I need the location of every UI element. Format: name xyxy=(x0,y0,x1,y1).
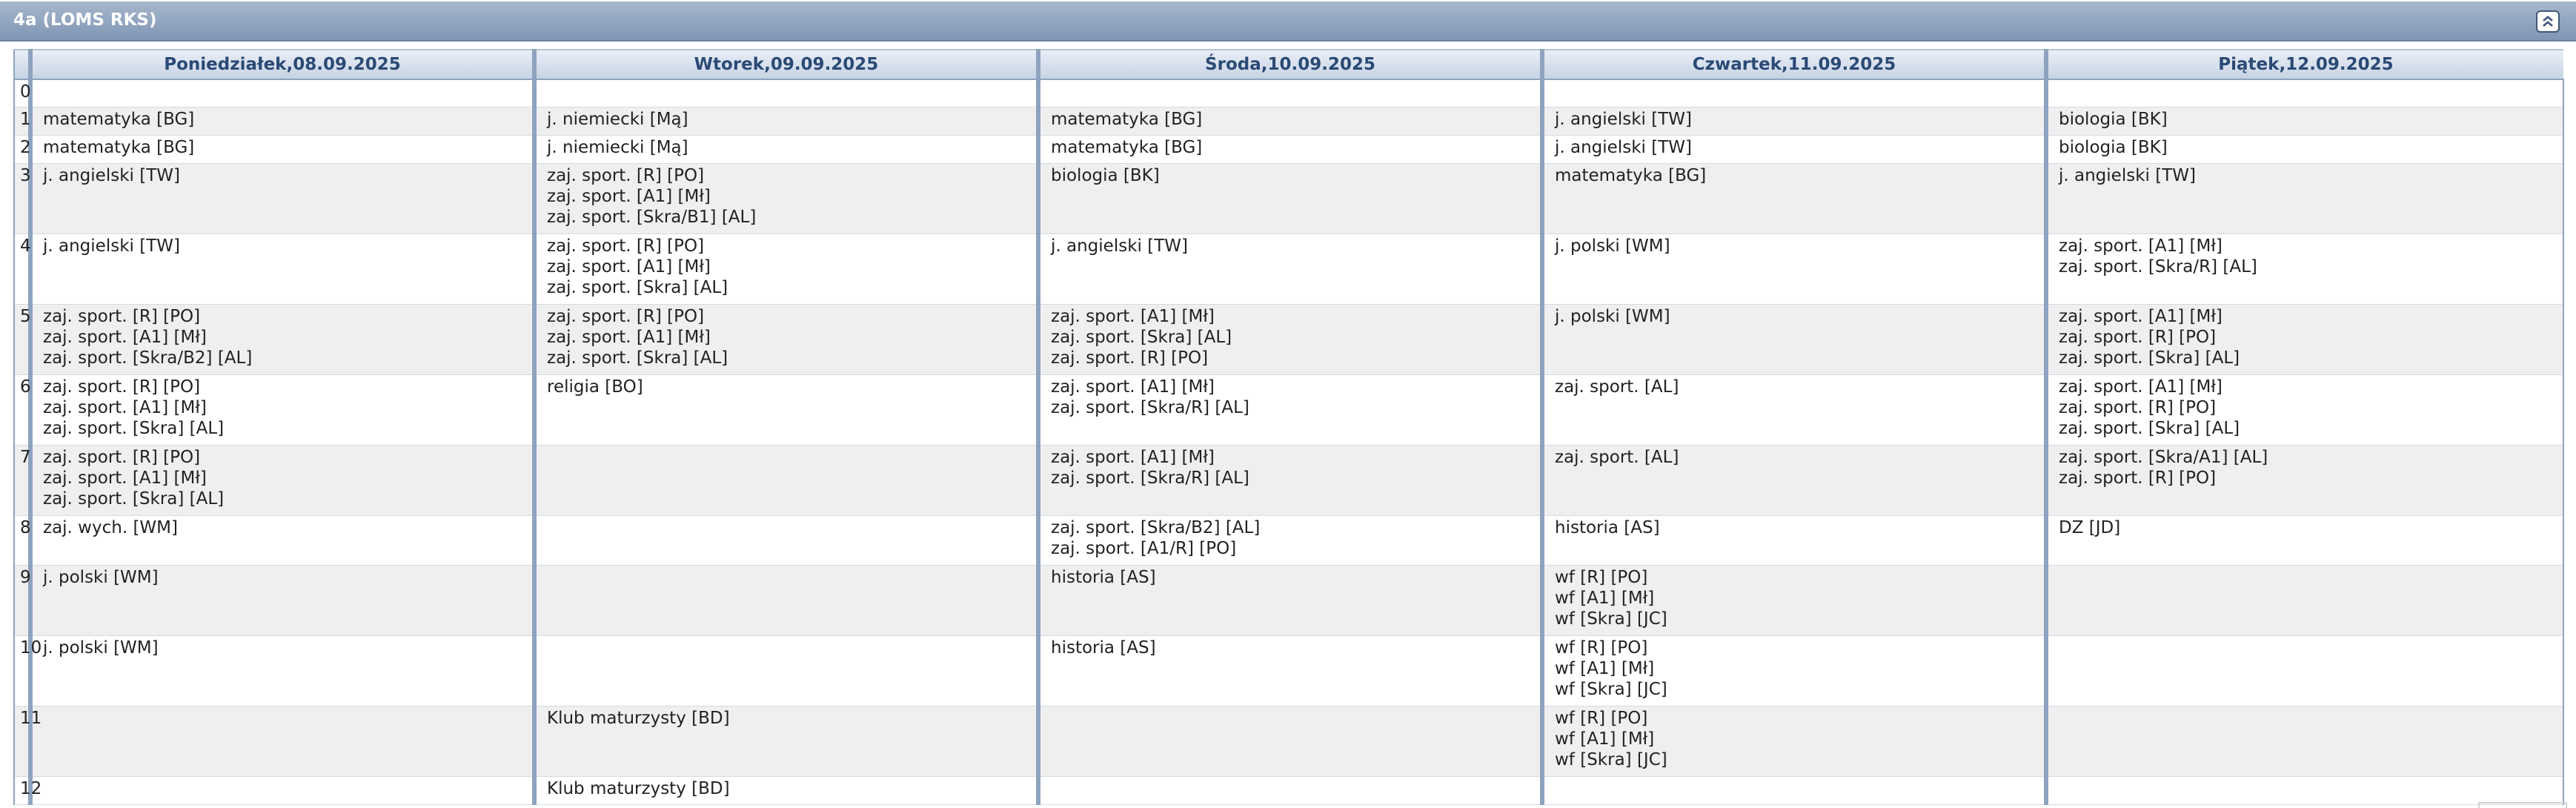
bottom-control-stub xyxy=(2478,802,2567,808)
timetable-cell xyxy=(1038,305,1542,375)
timetable-cell xyxy=(1542,234,2046,305)
timetable-cell xyxy=(534,636,1038,706)
timetable-cell xyxy=(534,136,1038,164)
lesson-entry: historia [AS] xyxy=(1051,568,1156,587)
day-header: Środa,10.09.2025 xyxy=(1038,50,1542,79)
lesson-entry: zaj. sport. [A1] [Mł] xyxy=(2059,307,2223,326)
timetable-cell xyxy=(1038,566,1542,636)
lesson-row xyxy=(14,375,2563,446)
timetable-cell xyxy=(1038,375,1542,446)
lesson-row xyxy=(14,516,2563,566)
lesson-entry: matematyka [BG] xyxy=(1051,110,1203,129)
timetable-cell xyxy=(30,375,534,446)
timetable-cell xyxy=(30,777,534,805)
lesson-entry: zaj. sport. [Skra/R] [AL] xyxy=(1051,398,1249,417)
timetable-cell xyxy=(1542,136,2046,164)
collapse-button[interactable] xyxy=(2536,10,2560,33)
lesson-entry: j. niemiecki [Mą] xyxy=(547,138,688,157)
lesson-row xyxy=(14,107,2563,136)
lesson-entry: j. angielski [TW] xyxy=(2059,166,2196,185)
lesson-entry: zaj. sport. [Skra] [AL] xyxy=(1051,328,1232,347)
timetable-cell xyxy=(1038,516,1542,566)
lesson-entry: zaj. wych. [WM] xyxy=(43,518,178,537)
timetable-cell xyxy=(30,79,534,107)
timetable-cell xyxy=(534,79,1038,107)
lesson-entry: zaj. sport. [A1] [Mł] xyxy=(43,398,207,417)
lesson-entry: wf [A1] [Mł] xyxy=(1555,589,1655,608)
lesson-entry: zaj. sport. [R] [PO] xyxy=(1051,348,1209,368)
timetable-cell xyxy=(1542,566,2046,636)
lesson-row xyxy=(14,234,2563,305)
lesson-entry: zaj. sport. [R] [PO] xyxy=(2059,468,2217,488)
lesson-entry: zaj. sport. [Skra] [AL] xyxy=(2059,419,2240,438)
lesson-entry: zaj. sport. [Skra] [AL] xyxy=(547,278,728,297)
lesson-entry: zaj. sport. [AL] xyxy=(1555,448,1679,467)
lesson-entry: j. niemiecki [Mą] xyxy=(547,110,688,129)
lesson-row xyxy=(14,777,2563,805)
lesson-number: 5 xyxy=(14,305,30,375)
lesson-entry: zaj. sport. [A1] [Mł] xyxy=(43,468,207,488)
lesson-entry: zaj. sport. [R] [PO] xyxy=(2059,328,2217,347)
lesson-entry: Klub maturzysty [BD] xyxy=(547,779,730,798)
lesson-entry: wf [Skra] [JC] xyxy=(1555,680,1667,699)
lesson-entry: zaj. sport. [A1] [Mł] xyxy=(2059,377,2223,397)
lesson-entry: zaj. sport. [R] [PO] xyxy=(547,236,705,256)
timetable-cell xyxy=(1038,234,1542,305)
timetable-cell xyxy=(1038,777,1542,805)
lesson-number: 3 xyxy=(14,164,30,234)
lesson-row xyxy=(14,79,2563,107)
timetable-cell xyxy=(1038,136,1542,164)
lesson-row xyxy=(14,164,2563,234)
timetable-cell xyxy=(2046,164,2563,234)
lesson-number: 6 xyxy=(14,375,30,446)
lesson-entry: j. angielski [TW] xyxy=(1051,236,1188,256)
lesson-entry: zaj. sport. [A1] [Mł] xyxy=(2059,236,2223,256)
timetable-cell xyxy=(1542,164,2046,234)
lesson-entry: zaj. sport. [Skra/R] [AL] xyxy=(2059,257,2257,276)
lesson-entry: wf [R] [PO] xyxy=(1555,568,1648,587)
timetable-cell xyxy=(2046,516,2563,566)
lesson-row xyxy=(14,136,2563,164)
timetable-cell xyxy=(534,107,1038,136)
lesson-entry: j. angielski [TW] xyxy=(1555,138,1692,157)
panel-titlebar xyxy=(0,1,2576,42)
lesson-entry: religia [BO] xyxy=(547,377,643,397)
lesson-entry: zaj. sport. [A1] [Mł] xyxy=(547,187,711,206)
lesson-entry: zaj. sport. [Skra/B2] [AL] xyxy=(43,348,253,368)
lesson-entry: j. polski [WM] xyxy=(43,568,159,587)
timetable-cell xyxy=(1542,375,2046,446)
lesson-number: 2 xyxy=(14,136,30,164)
lesson-entry: matematyka [BG] xyxy=(1555,166,1707,185)
lesson-entry: zaj. sport. [R] [PO] xyxy=(43,448,201,467)
lesson-entry: zaj. sport. [A1] [Mł] xyxy=(43,328,207,347)
lesson-row xyxy=(14,446,2563,516)
lesson-entry: zaj. sport. [R] [PO] xyxy=(2059,398,2217,417)
timetable-cell xyxy=(2046,375,2563,446)
timetable-cell xyxy=(534,164,1038,234)
timetable-cell xyxy=(2046,107,2563,136)
lesson-entry: wf [Skra] [JC] xyxy=(1555,609,1667,629)
timetable-cell xyxy=(1038,107,1542,136)
lesson-entry: zaj. sport. [A1] [Mł] xyxy=(1051,307,1215,326)
timetable-cell xyxy=(30,516,534,566)
timetable-cell xyxy=(30,107,534,136)
lesson-entry: j. angielski [TW] xyxy=(43,166,180,185)
lesson-entry: zaj. sport. [Skra] [AL] xyxy=(43,419,225,438)
lesson-row xyxy=(14,636,2563,706)
lesson-number-header xyxy=(14,50,30,79)
lesson-entry: zaj. sport. [R] [PO] xyxy=(547,307,705,326)
lesson-entry: zaj. sport. [R] [PO] xyxy=(547,166,705,185)
timetable-cell xyxy=(1542,79,2046,107)
lesson-number: 7 xyxy=(14,446,30,516)
day-header: Piątek,12.09.2025 xyxy=(2046,50,2563,79)
timetable xyxy=(13,49,2564,805)
lesson-entry: matematyka [BG] xyxy=(43,110,195,129)
timetable-cell xyxy=(2046,777,2563,805)
timetable-cell xyxy=(1038,636,1542,706)
day-header: Poniedziałek,08.09.2025 xyxy=(30,50,534,79)
lesson-entry: historia [AS] xyxy=(1555,518,1660,537)
lesson-entry: wf [R] [PO] xyxy=(1555,638,1648,658)
lesson-number: 9 xyxy=(14,566,30,636)
lesson-entry: j. polski [WM] xyxy=(43,638,159,658)
lesson-entry: zaj. sport. [Skra] [AL] xyxy=(547,348,728,368)
timetable-cell xyxy=(1038,446,1542,516)
lesson-entry: historia [AS] xyxy=(1051,638,1156,658)
lesson-entry: zaj. sport. [Skra/B1] [AL] xyxy=(547,208,757,227)
lesson-entry: wf [R] [PO] xyxy=(1555,709,1648,728)
lesson-number: 4 xyxy=(14,234,30,305)
timetable-cell xyxy=(534,566,1038,636)
timetable-cell xyxy=(30,136,534,164)
lesson-entry: zaj. sport. [A1] [Mł] xyxy=(1051,448,1215,467)
lesson-entry: zaj. sport. [Skra/B2] [AL] xyxy=(1051,518,1261,537)
lesson-number: 10 xyxy=(14,636,30,706)
timetable-cell xyxy=(30,636,534,706)
lesson-entry: zaj. sport. [Skra] [AL] xyxy=(43,489,225,509)
timetable-cell xyxy=(1542,777,2046,805)
timetable-cell xyxy=(1038,164,1542,234)
timetable-cell xyxy=(534,375,1038,446)
timetable-cell xyxy=(1542,706,2046,777)
timetable-cell xyxy=(30,706,534,777)
lesson-entry: biologia [BK] xyxy=(1051,166,1160,185)
timetable-cell xyxy=(534,706,1038,777)
lesson-entry: zaj. sport. [A1] [Mł] xyxy=(547,328,711,347)
lesson-entry: zaj. sport. [R] [PO] xyxy=(43,307,201,326)
lesson-entry: wf [Skra] [JC] xyxy=(1555,750,1667,769)
lesson-entry: wf [A1] [Mł] xyxy=(1555,659,1655,678)
lesson-entry: biologia [BK] xyxy=(2059,110,2168,129)
timetable-cell xyxy=(30,164,534,234)
lesson-entry: matematyka [BG] xyxy=(1051,138,1203,157)
timetable-cell xyxy=(2046,566,2563,636)
timetable-cell xyxy=(2046,305,2563,375)
timetable-cell xyxy=(1542,446,2046,516)
lesson-entry: zaj. sport. [Skra/A1] [AL] xyxy=(2059,448,2268,467)
timetable-cell xyxy=(1542,636,2046,706)
timetable-cell xyxy=(30,305,534,375)
lesson-number: 12 xyxy=(14,777,30,805)
timetable-cell xyxy=(534,777,1038,805)
lesson-entry: Klub maturzysty [BD] xyxy=(547,709,730,728)
timetable-cell xyxy=(1038,706,1542,777)
lesson-number: 0 xyxy=(14,79,30,107)
timetable-cell xyxy=(1038,79,1542,107)
lesson-entry: zaj. sport. [AL] xyxy=(1555,377,1679,397)
lesson-entry: zaj. sport. [A1] [Mł] xyxy=(547,257,711,276)
lesson-entry: wf [A1] [Mł] xyxy=(1555,729,1655,749)
lesson-entry: j. polski [WM] xyxy=(1555,307,1670,326)
lesson-number: 11 xyxy=(14,706,30,777)
timetable-cell xyxy=(30,446,534,516)
lesson-row xyxy=(14,566,2563,636)
lesson-entry: zaj. sport. [A1/R] [PO] xyxy=(1051,539,1237,558)
timetable-cell xyxy=(534,305,1038,375)
lesson-entry: j. angielski [TW] xyxy=(1555,110,1692,129)
timetable-cell xyxy=(30,566,534,636)
lesson-number: 1 xyxy=(14,107,30,136)
lesson-entry: j. angielski [TW] xyxy=(43,236,180,256)
timetable-cell xyxy=(2046,79,2563,107)
lesson-entry: biologia [BK] xyxy=(2059,138,2168,157)
lesson-entry: DZ [JD] xyxy=(2059,518,2121,537)
lesson-entry: zaj. sport. [A1] [Mł] xyxy=(1051,377,1215,397)
timetable-cell xyxy=(1542,107,2046,136)
day-header-row xyxy=(14,50,2563,79)
timetable-cell xyxy=(1542,305,2046,375)
timetable-cell xyxy=(2046,136,2563,164)
lesson-entry: zaj. sport. [R] [PO] xyxy=(43,377,201,397)
timetable-cell xyxy=(2046,234,2563,305)
timetable-cell xyxy=(534,446,1038,516)
timetable-cell xyxy=(1542,516,2046,566)
lesson-entry: j. polski [WM] xyxy=(1555,236,1670,256)
timetable-cell xyxy=(30,234,534,305)
timetable-cell xyxy=(534,234,1038,305)
day-header: Wtorek,09.09.2025 xyxy=(534,50,1038,79)
panel-title: 4a (LOMS RKS) xyxy=(13,10,157,30)
day-header: Czwartek,11.09.2025 xyxy=(1542,50,2046,79)
lesson-entry: zaj. sport. [Skra] [AL] xyxy=(2059,348,2240,368)
lesson-entry: zaj. sport. [Skra/R] [AL] xyxy=(1051,468,1249,488)
lesson-entry: matematyka [BG] xyxy=(43,138,195,157)
lesson-row xyxy=(14,706,2563,777)
timetable-body xyxy=(14,79,2563,805)
lesson-row xyxy=(14,305,2563,375)
double-chevron-up-icon xyxy=(2541,15,2555,28)
timetable-cell xyxy=(2046,446,2563,516)
timetable-cell xyxy=(2046,636,2563,706)
lesson-number: 8 xyxy=(14,516,30,566)
timetable-cell xyxy=(534,516,1038,566)
timetable-cell xyxy=(2046,706,2563,777)
